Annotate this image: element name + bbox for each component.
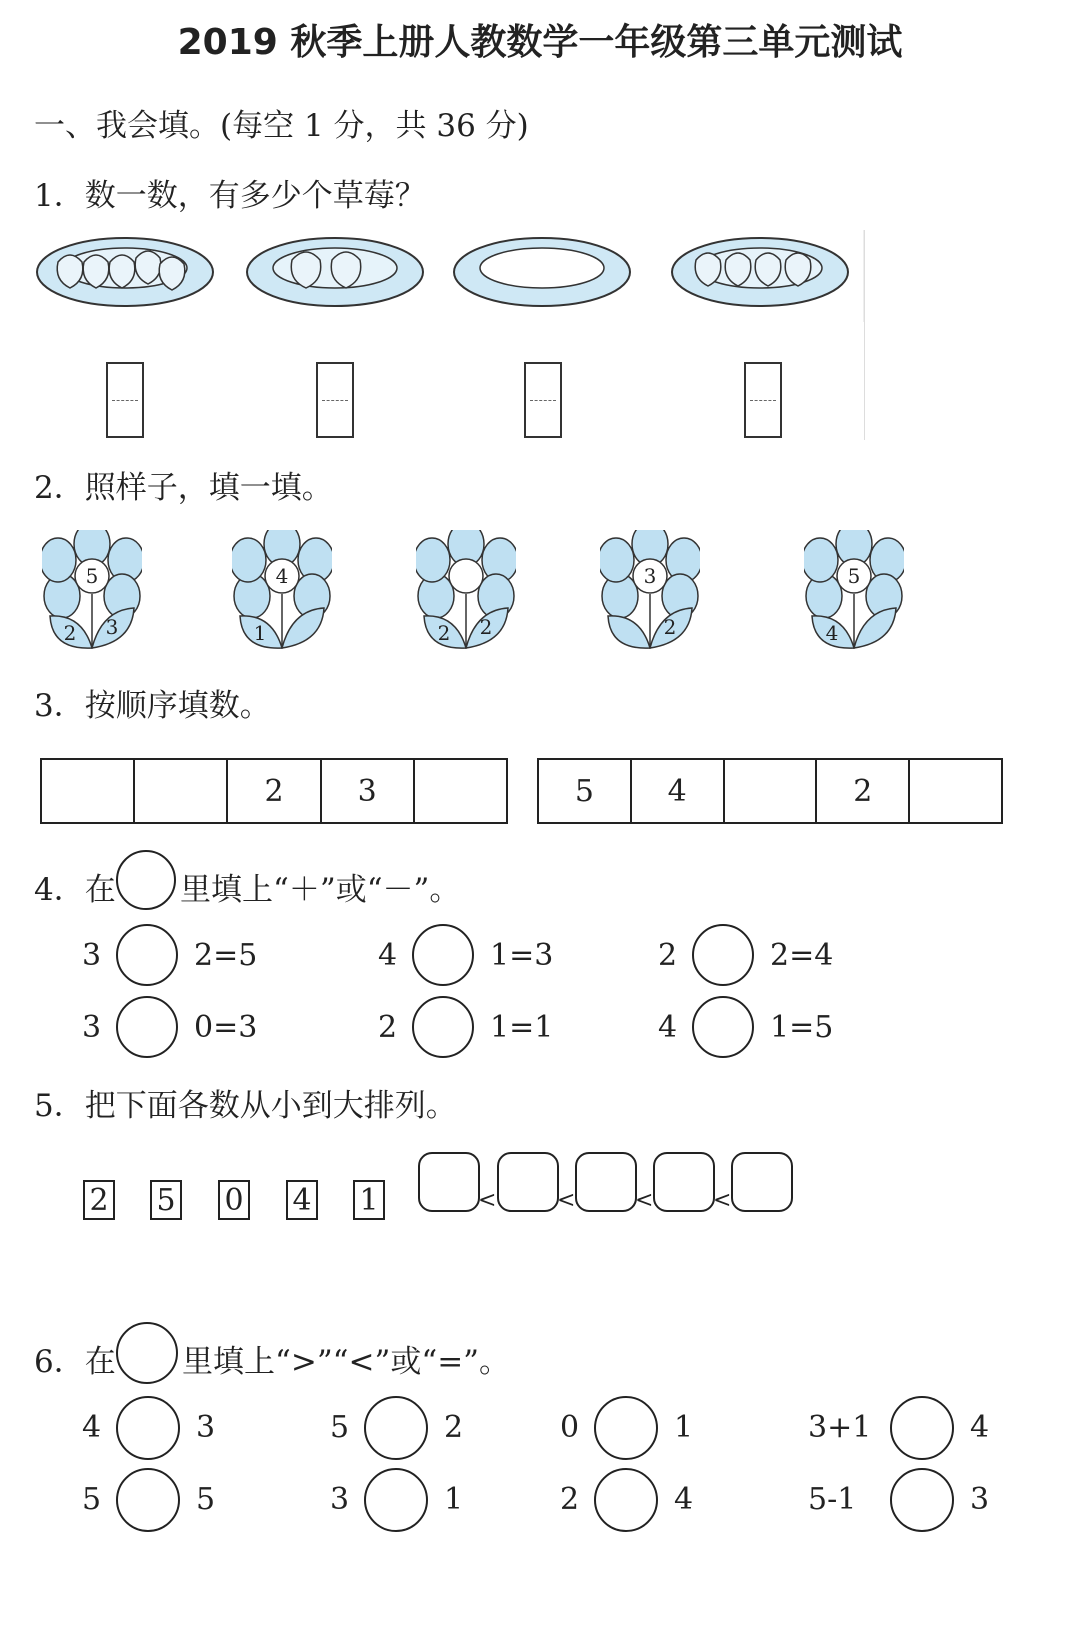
operand-a: 4 (378, 938, 398, 973)
sequence-cell[interactable] (910, 760, 1001, 822)
compare-circle[interactable] (594, 1396, 658, 1460)
compare-right: 3 (196, 1410, 216, 1445)
flower (232, 530, 332, 660)
operator-circle[interactable] (412, 996, 474, 1058)
order-answer-box[interactable] (575, 1152, 637, 1212)
sequence-cell[interactable] (42, 760, 135, 822)
question-4-label-pre: 4．在 (34, 872, 116, 908)
flower-left-number: 2 (437, 621, 451, 645)
equation-rest: 2=5 (194, 938, 258, 973)
compare-left: 5 (82, 1482, 102, 1517)
question-2-label: 2．照样子，填一填。 (34, 470, 333, 506)
operator-circle[interactable] (412, 924, 474, 986)
flower-center-number: 4 (275, 564, 289, 588)
compare-left: 0 (560, 1410, 580, 1445)
answer-box-1[interactable] (106, 362, 144, 438)
compare-left: 4 (82, 1410, 102, 1445)
left-leaf (608, 616, 650, 648)
answer-box-4[interactable] (744, 362, 782, 438)
plate-3 (454, 238, 630, 306)
sequence-cell[interactable] (415, 760, 506, 822)
compare-right: 1 (674, 1410, 694, 1445)
sequence-cell: 2 (228, 760, 321, 822)
flower-center-number: 5 (85, 564, 99, 588)
question-1-label: 1．数一数，有多少个草莓？ (34, 178, 426, 214)
compare-left: 5-1 (808, 1482, 857, 1517)
question-3-label: 3．按顺序填数。 (34, 688, 271, 724)
equation-rest: 2=4 (770, 938, 834, 973)
compare-left: 3 (330, 1482, 350, 1517)
plate-2 (247, 238, 423, 306)
compare-right: 3 (970, 1482, 990, 1517)
flower (42, 530, 142, 660)
compare-circle[interactable] (364, 1396, 428, 1460)
flower-left-number: 4 (825, 621, 839, 645)
equation-rest: 1=1 (490, 1010, 554, 1045)
page-title: 2019 秋季上册人教数学一年级第三单元测试 (177, 22, 903, 63)
compare-left: 5 (330, 1410, 350, 1445)
sequence-cell[interactable] (135, 760, 228, 822)
compare-right: 4 (674, 1482, 694, 1517)
equation-rest: 1=5 (770, 1010, 834, 1045)
operator-circle[interactable] (116, 996, 178, 1058)
flower (804, 530, 904, 660)
operand-a: 4 (658, 1010, 678, 1045)
order-answer-box[interactable] (418, 1152, 480, 1212)
compare-right: 5 (196, 1482, 216, 1517)
example-circle (116, 850, 176, 910)
compare-circle[interactable] (890, 1468, 954, 1532)
operator-circle[interactable] (116, 924, 178, 986)
number-card: 0 (218, 1180, 250, 1220)
number-card: 5 (150, 1180, 182, 1220)
number-card: 1 (353, 1180, 385, 1220)
sequence-row-1 (40, 758, 508, 824)
flower-right-number: 2 (663, 615, 677, 639)
sequence-cell: 4 (632, 760, 725, 822)
flower-center-number: 5 (847, 564, 861, 588)
less-than-sign: < (635, 1188, 654, 1213)
order-answer-box[interactable] (497, 1152, 559, 1212)
compare-left: 2 (560, 1482, 580, 1517)
operator-circle[interactable] (692, 924, 754, 986)
order-answer-box[interactable] (653, 1152, 715, 1212)
plates-illustration (30, 222, 870, 322)
compare-circle[interactable] (116, 1468, 180, 1532)
flower-left-number: 1 (253, 621, 267, 645)
flower-right-number: 3 (105, 615, 119, 639)
compare-right: 2 (444, 1410, 464, 1445)
operand-a: 3 (82, 938, 102, 973)
number-card: 2 (83, 1180, 115, 1220)
number-card: 4 (286, 1180, 318, 1220)
operand-a: 2 (378, 1010, 398, 1045)
sequence-cell: 5 (539, 760, 632, 822)
plate-4 (672, 238, 848, 306)
sequence-row-2 (537, 758, 1003, 824)
operator-circle[interactable] (692, 996, 754, 1058)
question-6-label-post: 里填上“>”“<”或“=”。 (182, 1344, 511, 1380)
sequence-cell: 2 (817, 760, 910, 822)
equation-rest: 0=3 (194, 1010, 258, 1045)
compare-circle[interactable] (594, 1468, 658, 1532)
less-than-sign: < (557, 1188, 576, 1213)
question-4-label-post: 里填上“＋”或“－”。 (180, 872, 461, 908)
section-heading: 一、我会填。(每空 1 分，共 36 分) (34, 108, 529, 144)
compare-circle[interactable] (890, 1396, 954, 1460)
compare-right: 1 (444, 1482, 464, 1517)
operand-a: 3 (82, 1010, 102, 1045)
answer-box-2[interactable] (316, 362, 354, 438)
example-circle (116, 1322, 178, 1384)
question-6-label-pre: 6．在 (34, 1344, 116, 1380)
flower (600, 530, 700, 660)
question-5-label: 5．把下面各数从小到大排列。 (34, 1088, 457, 1124)
sequence-cell: 3 (322, 760, 415, 822)
compare-right: 4 (970, 1410, 990, 1445)
right-leaf (854, 608, 896, 648)
right-leaf (282, 608, 324, 648)
flower-left-number: 2 (63, 621, 77, 645)
plate-1 (37, 238, 213, 306)
flower-center-number: 3 (643, 564, 657, 588)
answer-box-3[interactable] (524, 362, 562, 438)
compare-circle[interactable] (364, 1468, 428, 1532)
less-than-sign: < (713, 1188, 732, 1213)
less-than-sign: < (478, 1188, 497, 1213)
operand-a: 2 (658, 938, 678, 973)
flower (416, 530, 516, 660)
compare-left: 3+1 (808, 1410, 872, 1445)
sequence-cell[interactable] (725, 760, 818, 822)
flower-right-number: 2 (479, 615, 493, 639)
compare-circle[interactable] (116, 1396, 180, 1460)
equation-rest: 1=3 (490, 938, 554, 973)
order-answer-box[interactable] (731, 1152, 793, 1212)
